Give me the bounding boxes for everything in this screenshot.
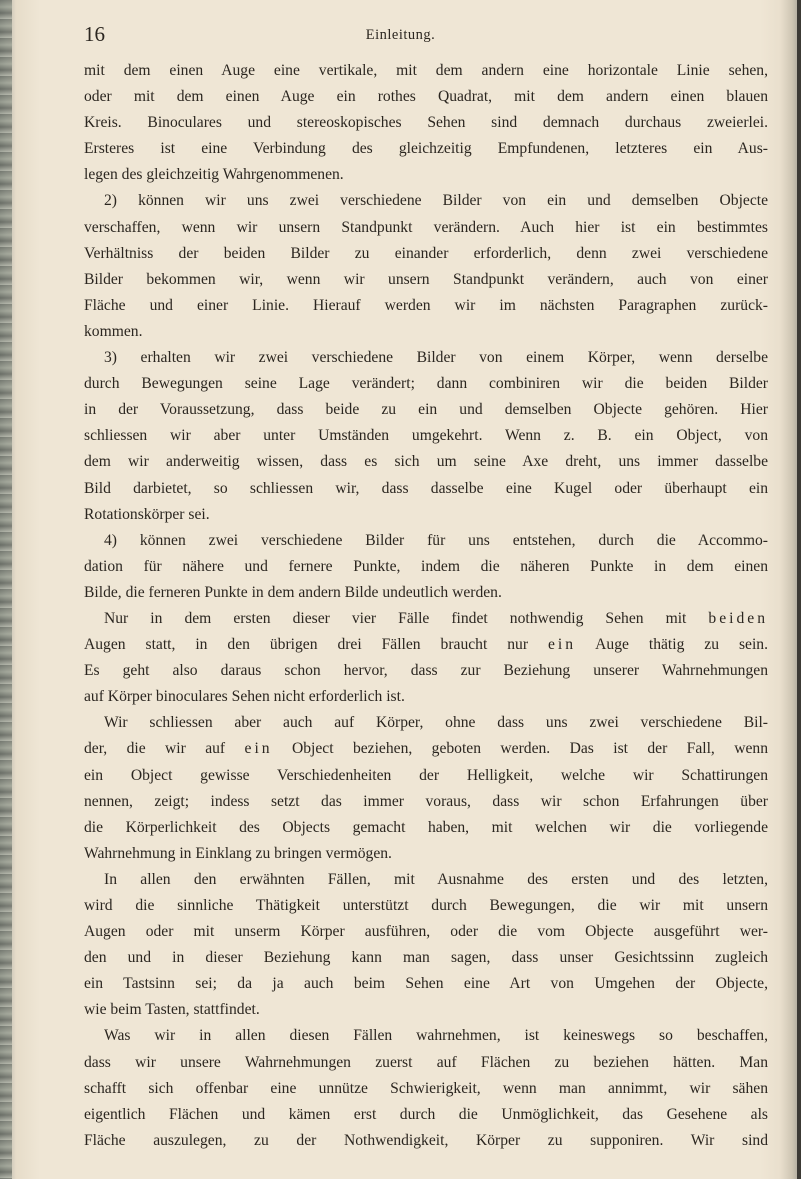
text-line-content: Bild darbietet, so schliessen wir, dass dasselbe eine Kugel oder überhaupt ein [84,479,768,497]
text-line [84,423,768,449]
text-line [84,684,768,710]
text-line-content: auf Körper binoculares Sehen nicht erforderlich ist. [84,688,405,706]
page-right-edge [797,0,801,1179]
text-line-content: wie beim Tasten, stattfindet. [84,1001,260,1019]
text-line-content: Ersteres ist eine Verbindung des gleichzeitig Empfundenen, letzteres ein Aus- [84,140,768,158]
spaced-emphasis-word: ein [244,740,273,758]
text-line-content: dation für nähere und fernere Punkte, indem die näheren Punkte in dem einen [84,557,768,575]
text-line-content: die Körperlichkeit des Objects gemacht haben, mit welchen wir die vorliegende [84,818,768,836]
text-line-content: verschaffen, wenn wir unsern Standpunkt verändern. Auch hier ist ein bestimmtes [84,218,768,236]
text-line-content: Augen statt, in den übrigen drei Fällen braucht nur [84,636,529,654]
text-line [84,397,768,423]
text-line-content: Fläche und einer Linie. Hierauf werden wir im nächsten Paragraphen zurück- [84,296,768,314]
text-line-content: dass wir unsere Wahrnehmungen zuerst auf Flächen zu beziehen hätten. Man [84,1053,768,1071]
text-line [84,345,768,371]
text-line-content: In allen den erwähnten Fällen, mit Ausnahme des ersten und des letzten, [104,870,768,888]
text-line [84,1102,768,1128]
text-line-content: Nur in dem ersten dieser vier Fälle findet nothwendig Sehen mit [104,609,687,627]
text-line-content: Wahrnehmung in Einklang zu bringen vermögen. [84,844,392,862]
text-line-content: Bilde, die ferneren Punkte in dem andern Bilde undeutlich werden. [84,583,502,601]
page-header [0,22,801,46]
text-line [84,502,768,528]
text-line [84,241,768,267]
text-line [84,997,768,1023]
text-line [84,58,768,84]
text-line [84,763,768,789]
text-line-content: durch Bewegungen seine Lage verändert; dann combiniren wir die beiden Bilder [84,375,768,393]
body-text [84,58,768,1154]
text-line [84,1050,768,1076]
text-line [84,658,768,684]
text-line-content: schliessen wir aber unter Umständen umgekehrt. Wenn z. B. ein Object, von [84,427,768,445]
text-line-content: in der Voraussetzung, dass beide zu ein und demselben Objecte gehören. Hier [84,401,768,419]
text-line-content: Es geht also daraus schon hervor, dass zur Beziehung unserer Wahrnehmungen [84,662,768,680]
text-line [84,1128,768,1154]
text-line-content: nennen, zeigt; indess setzt das immer voraus, dass wir schon Erfahrungen über [84,792,768,810]
page-number: 16 [84,22,105,46]
text-line-content: Was wir in allen diesen Fällen wahrnehmen, ist keineswegs so beschaffen, [104,1027,768,1045]
text-line-content: oder mit dem einen Auge ein rothes Quadrat, mit dem andern einen blauen [84,88,768,106]
text-line-content: Auge thätig zu sein. [595,636,768,654]
text-line [84,136,768,162]
text-line-content: den und in dieser Beziehung kann man sagen, dass unser Gesichtssinn zugleich [84,949,768,967]
text-line [84,867,768,893]
text-line [84,476,768,502]
text-line [84,606,768,632]
text-line [84,319,768,345]
text-line [84,84,768,110]
text-line-content: Augen oder mit unserm Körper ausführen, oder die vom Objecte ausgeführt wer- [84,923,768,941]
spaced-emphasis-word: beiden [708,609,768,627]
text-line [84,632,768,658]
text-line-content: Fläche auszulegen, zu der Nothwendigkeit, Körper zu supponiren. Wir sind [84,1131,768,1149]
text-line [84,1076,768,1102]
text-line [84,449,768,475]
text-line [84,371,768,397]
text-line-content: Rotationskörper sei. [84,505,210,523]
text-line-content: schafft sich offenbar eine unnütze Schwierigkeit, wenn man annimmt, wir sähen [84,1079,768,1097]
text-line-content: wird die sinnliche Thätigkeit unterstützt durch Bewegungen, die wir mit unsern [84,897,768,914]
text-line [84,580,768,606]
text-line-content: Wir schliessen aber auch auf Körper, ohne dass uns zwei verschiedene Bil- [104,714,768,732]
text-line [84,188,768,214]
text-line-content: Kreis. Binoculares und stereoskopisches Sehen sind demnach durchaus zweierlei. [84,114,768,132]
text-line [84,1023,768,1049]
text-line-content: ein Object gewisse Verschiedenheiten der Helligkeit, welche wir Schattirungen [84,766,768,784]
text-line [84,267,768,293]
text-line-content: der, die wir auf [84,740,226,758]
text-line [84,293,768,319]
text-line [84,893,768,919]
text-line [84,971,768,997]
text-line-content: Verhältniss der beiden Bilder zu einander erforderlich, denn zwei verschiedene [84,244,768,262]
text-line [84,215,768,241]
text-line-content: ein Tastsinn sei; da ja auch beim Sehen eine Art von Umgehen der Objecte, [84,975,768,993]
text-line [84,162,768,188]
text-line [84,815,768,841]
text-line [84,528,768,554]
text-line [84,554,768,580]
text-line-content: dem wir anderweitig wissen, dass es sich um seine Axe dreht, uns immer dasselbe [84,453,768,471]
text-line [84,110,768,136]
text-line [84,789,768,815]
text-line [84,736,768,762]
spaced-emphasis-word: ein [547,636,577,654]
text-line-content: mit dem einen Auge eine vertikale, mit dem andern eine horizontale Linie sehen, [84,62,768,79]
text-line-content: Bilder bekommen wir, wenn wir unsern Standpunkt verändern, auch von einer [84,270,768,288]
text-line-content: 4) können zwei verschiedene Bilder für uns entstehen, durch die Accommo- [104,531,768,549]
text-line [84,710,768,736]
text-line [84,919,768,945]
text-line-content: 2) können wir uns zwei verschiedene Bilder von ein und demselben Objecte [104,192,768,210]
text-line-content: kommen. [84,322,143,340]
text-line-content: legen des gleichzeitig Wahrgenommenen. [84,166,344,184]
book-binding-edge [0,0,12,1179]
text-line [84,945,768,971]
text-line-content: Object beziehen, geboten werden. Das ist der Fall, wenn [292,740,768,758]
text-line-content: 3) erhalten wir zwei verschiedene Bilder von einem Körper, wenn derselbe [104,349,768,367]
running-head: Einleitung. [365,27,436,43]
text-line [84,841,768,867]
text-line-content: eigentlich Flächen und kämen erst durch die Unmöglichkeit, das Gesehene als [84,1105,768,1123]
